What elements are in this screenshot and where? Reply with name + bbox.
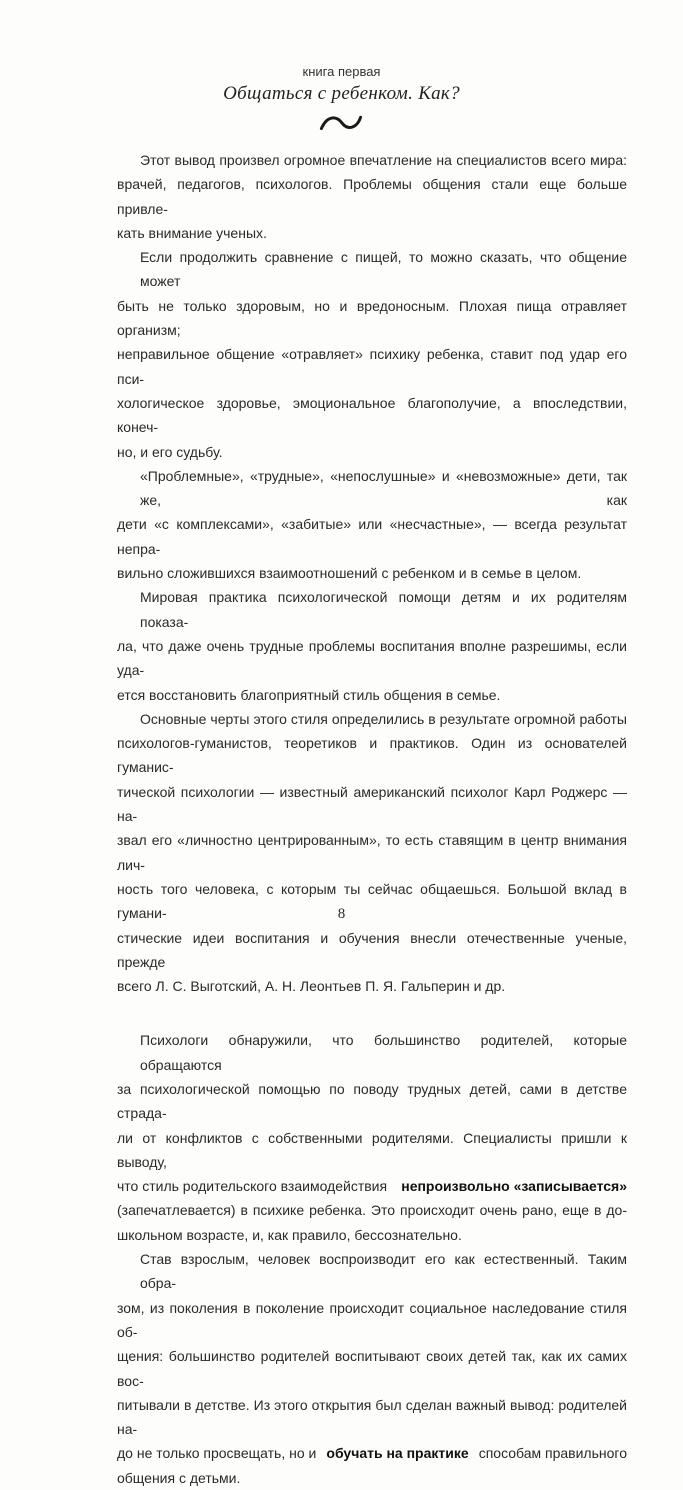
text-line: врачей, педагогов, психологов. Проблемы общения стали еще больше привле- <box>117 176 627 217</box>
body-text <box>117 148 627 1490</box>
text-segment: что стиль родительского взаимодействия <box>117 1178 388 1195</box>
text-line: дети «с комплексами», «забитые» или «несчастные», — всегда результат непра- <box>117 516 627 557</box>
text-line: ли от конфликтов с собственными родителями. Специалисты пришли к выводу, <box>117 1129 627 1170</box>
text-line: питывали в детстве. Из этого открытия был сделан важный вывод: родителей на- <box>117 1396 627 1438</box>
text-line: общения с детьми. <box>117 1469 241 1486</box>
text-line: Основные черты этого стиля определились в результате огромной работы <box>140 710 627 727</box>
text-line: Мировая практика психологической помощи детям и их родителям показа- <box>140 589 627 630</box>
text-line: стические идеи воспитания и обучения внесли отечественные ученые, прежде <box>117 929 627 970</box>
text-line: ность того человека, с которым ты сейчас общаешься. Большой вклад в гумани- <box>117 880 627 922</box>
paragraph <box>117 148 627 245</box>
text-line: школьном возрасте, и, как правило, бессознательно. <box>117 1226 462 1243</box>
text-line: Если продолжить сравнение с пищей, то можно сказать, что общение может <box>140 249 627 290</box>
text-line: но, и его судьбу. <box>117 443 223 460</box>
text-segment: до не только просвещать, но и <box>117 1445 317 1462</box>
page-number: 8 <box>337 906 346 922</box>
paragraph <box>117 585 627 706</box>
tilde-ornament-icon <box>316 108 366 136</box>
text-segment: способам правильного <box>478 1445 627 1462</box>
text-line: за психологической помощью по поводу трудных детей, сами в детстве страда- <box>117 1080 627 1122</box>
paragraph <box>117 707 627 999</box>
text-line: психологов-гуманистов, теоретиков и практиков. Один из основателей гуманис- <box>117 735 627 776</box>
book-label: книга первая <box>302 64 381 79</box>
text-line: ется восстановить благоприятный стиль общения в семье. <box>117 686 501 703</box>
mixed-text-line <box>117 1441 627 1465</box>
text-line: Психологи обнаружили, что большинство родителей, которые обращаются <box>140 1032 627 1073</box>
text-line: щения: большинство родителей воспитывают своих детей так, как их самих вос- <box>117 1348 627 1389</box>
text-line: зом, из поколения в поколение происходит социальное наследование стиля об- <box>117 1299 627 1340</box>
text-line: неправильное общение «отравляет» психику ребенка, ставит под удар его пси- <box>117 346 627 387</box>
text-line: (запечатлевается) в психике ребенка. Это происходит очень рано, еще в до- <box>117 1202 627 1219</box>
text-line: Этот вывод произвел огромное впечатление на специалистов всего мира: <box>140 152 627 168</box>
text-line: ла, что даже очень трудные проблемы воспитания вполне разрешимы, если уда- <box>117 637 627 679</box>
text-line: быть не только здоровым, но и вредоносным. Плохая пища отравляет организм; <box>117 297 627 339</box>
paragraph <box>117 1028 627 1247</box>
text-line: звал его «личностно центрированным», то есть ставящим в центр внимания лич- <box>117 832 627 873</box>
text-line: кать внимание ученых. <box>117 224 267 241</box>
paragraph <box>117 245 627 464</box>
bold-emphasis: непроизвольно «записывается» <box>401 1178 627 1195</box>
paragraph <box>117 1247 627 1490</box>
text-line: вильно сложившихся взаимоотношений с ребенком и в семье в целом. <box>117 565 582 582</box>
text-line: Став взрослым, человек воспроизводит его как естественный. Таким обра- <box>140 1251 627 1292</box>
mixed-text-line <box>117 1174 627 1198</box>
text-line: тической психологии — известный американский психолог Карл Роджерс — на- <box>117 783 627 825</box>
chapter-title: Общаться с ребенком. Как? <box>223 83 460 104</box>
paragraph <box>117 464 627 585</box>
text-line: всего Л. С. Выготский, А. Н. Леонтьев П. Я. Гальперин и др. <box>117 978 506 995</box>
bold-emphasis: обучать на практике <box>326 1445 469 1462</box>
text-line: «Проблемные», «трудные», «непослушные» и «невозможные» дети, так же, как <box>140 467 627 509</box>
text-line: хологическое здоровье, эмоциональное благополучие, а впоследствии, конеч- <box>117 394 627 436</box>
